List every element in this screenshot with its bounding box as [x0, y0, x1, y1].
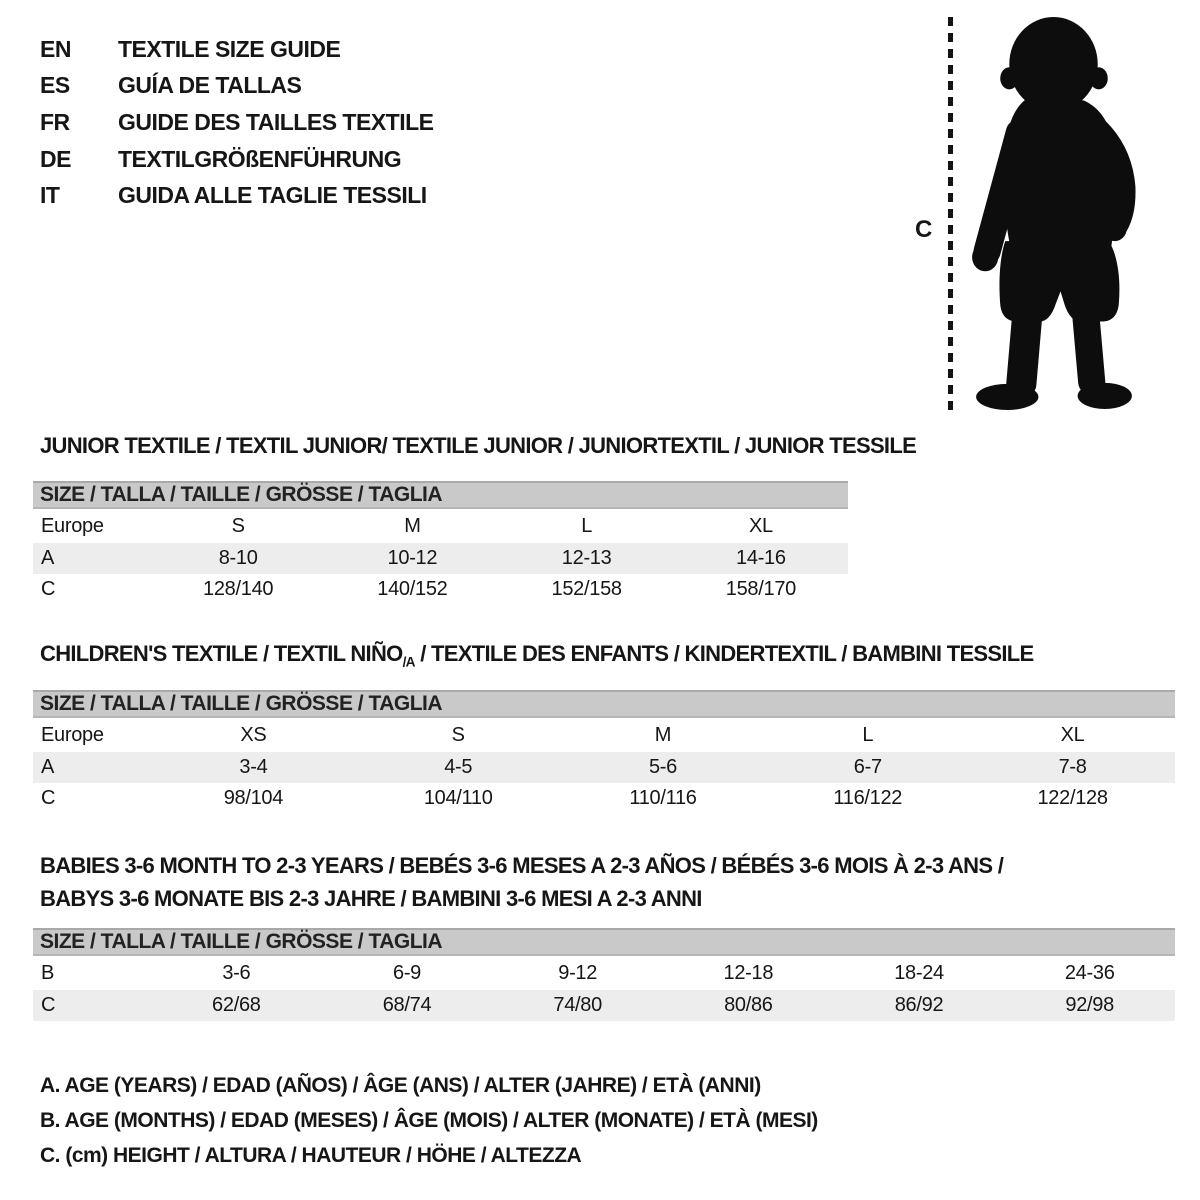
value-cell: 80/86	[724, 994, 773, 1016]
row-label: C	[41, 787, 56, 809]
table-row-europe	[33, 718, 1175, 752]
row-label: C	[41, 578, 56, 600]
value-cell: 4-5	[444, 756, 473, 778]
row-label: Europe	[41, 723, 104, 746]
value-cell: 8-10	[218, 547, 258, 569]
value-cell: 9-12	[558, 961, 598, 984]
children-title-prefix: CHILDREN'S TEXTILE / TEXTIL NIÑO	[40, 641, 403, 666]
legend-line-c: C. (cm) HEIGHT / ALTURA / HAUTEUR / HÖHE / ALTEZZA	[40, 1143, 582, 1167]
value-cell: 6-9	[393, 961, 422, 984]
value-cell: 122/128	[1037, 787, 1108, 809]
language-code: ES	[40, 72, 70, 99]
row-label: A	[41, 756, 55, 778]
value-cell: 12-18	[723, 961, 774, 984]
height-dotted-line	[948, 17, 953, 413]
height-measure-label: C	[915, 216, 933, 243]
value-cell: 62/68	[212, 994, 261, 1016]
value-cell: 104/110	[423, 787, 493, 809]
table-row-europe	[33, 509, 848, 543]
table-row-height-cm	[33, 574, 848, 605]
size-cell: M	[404, 514, 421, 537]
language-code: EN	[40, 35, 71, 62]
size-cell: L	[862, 723, 874, 746]
value-cell: 158/170	[725, 578, 796, 600]
row-label: A	[41, 547, 55, 569]
size-cell: L	[581, 514, 593, 537]
value-cell: 3-4	[239, 756, 268, 778]
children-title-suffix: / TEXTILE DES ENFANTS / KINDERTEXTIL / BAMBINI TESSILE	[414, 641, 1034, 666]
value-cell: 68/74	[382, 994, 432, 1016]
value-cell: 12-13	[561, 547, 612, 569]
toddler-silhouette-image	[966, 14, 1141, 414]
children-title-subscript: /A	[402, 654, 415, 670]
size-cell: XL	[1060, 723, 1085, 746]
row-label: C	[41, 994, 56, 1016]
value-cell: 86/92	[894, 994, 944, 1016]
guide-title: TEXTILGRÖßENFÜHRUNG	[118, 145, 402, 172]
language-code: FR	[40, 108, 70, 135]
row-label: Europe	[41, 514, 104, 537]
babies-section-title-line1: BABIES 3-6 MONTH TO 2-3 YEARS / BEBÉS 3-6 MESES A 2-3 AÑOS / BÉBÉS 3-6 MOIS À 2-3 ANS /	[40, 853, 1004, 878]
measurement-legend	[40, 1068, 818, 1173]
size-cell: XS	[240, 723, 267, 746]
children-size-table	[33, 690, 1175, 814]
table-row-height-cm	[33, 990, 1175, 1021]
value-cell: 74/80	[553, 994, 602, 1016]
legend-line-a: A. AGE (YEARS) / EDAD (AÑOS) / ÂGE (ANS) / ALTER (JAHRE) / ETÀ (ANNI)	[40, 1073, 761, 1097]
value-cell: 140/152	[377, 578, 448, 600]
size-header-bar: SIZE / TALLA / TAILLE / GRÖSSE / TAGLIA	[33, 690, 1175, 718]
value-cell: 128/140	[203, 578, 274, 600]
value-cell: 18-24	[894, 961, 944, 984]
language-code: DE	[40, 145, 71, 172]
size-cell: S	[451, 723, 465, 746]
language-code: IT	[40, 182, 60, 209]
size-cell: M	[654, 723, 672, 746]
value-cell: 10-12	[387, 547, 438, 569]
language-row	[40, 141, 434, 178]
language-title-block	[40, 31, 434, 214]
size-cell: S	[231, 514, 245, 537]
value-cell: 3-6	[222, 961, 251, 984]
value-cell: 5-6	[648, 756, 677, 778]
children-section-title	[40, 641, 1034, 669]
language-row	[40, 68, 434, 105]
guide-title: TEXTILE SIZE GUIDE	[118, 35, 341, 62]
size-cell: XL	[748, 514, 773, 537]
language-row	[40, 31, 434, 68]
value-cell: 24-36	[1064, 961, 1115, 984]
guide-title: GUÍA DE TALLAS	[118, 72, 302, 99]
value-cell: 152/158	[551, 578, 622, 600]
guide-title: GUIDE DES TAILLES TEXTILE	[118, 108, 434, 135]
table-row-age-years	[33, 752, 1175, 783]
table-row-age-months	[33, 956, 1175, 990]
value-cell: 6-7	[853, 756, 882, 778]
junior-section-title: JUNIOR TEXTILE / TEXTIL JUNIOR/ TEXTILE JUNIOR / JUNIORTEXTIL / JUNIOR TESSILE	[40, 433, 917, 458]
size-header-bar: SIZE / TALLA / TAILLE / GRÖSSE / TAGLIA	[33, 481, 848, 509]
value-cell: 92/98	[1065, 994, 1114, 1016]
babies-size-table	[33, 928, 1175, 1021]
value-cell: 14-16	[736, 547, 786, 569]
babies-section-title-line2: BABYS 3-6 MONATE BIS 2-3 JAHRE / BAMBINI 3-6 MESI A 2-3 ANNI	[40, 886, 702, 911]
language-row	[40, 104, 434, 141]
junior-size-table	[33, 481, 848, 605]
value-cell: 116/122	[833, 787, 903, 809]
guide-title: GUIDA ALLE TAGLIE TESSILI	[118, 182, 427, 209]
value-cell: 7-8	[1058, 756, 1087, 778]
size-header-bar: SIZE / TALLA / TAILLE / GRÖSSE / TAGLIA	[33, 928, 1175, 956]
legend-line-b: B. AGE (MONTHS) / EDAD (MESES) / ÂGE (MOIS) / ALTER (MONATE) / ETÀ (MESI)	[40, 1108, 818, 1132]
table-row-height-cm	[33, 783, 1175, 814]
row-label: B	[41, 961, 55, 984]
value-cell: 98/104	[223, 787, 284, 809]
language-row	[40, 177, 434, 214]
table-row-age-years	[33, 543, 848, 574]
value-cell: 110/116	[629, 787, 697, 809]
